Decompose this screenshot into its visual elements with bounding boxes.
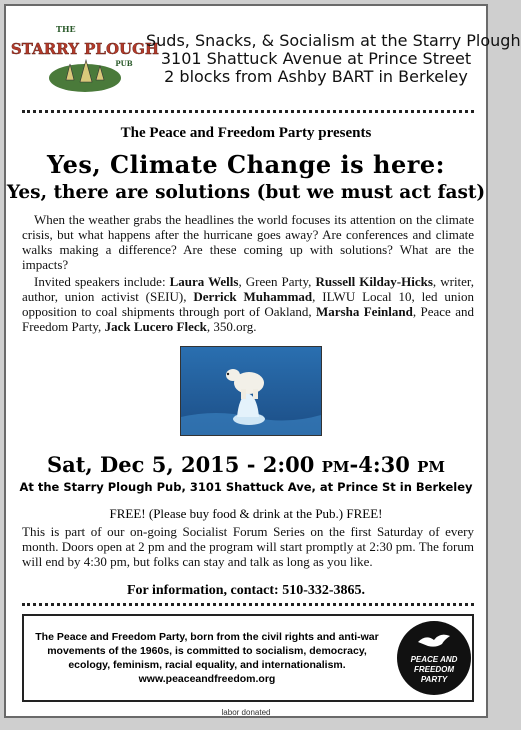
speaker-name: Derrick Muhammad: [193, 289, 313, 304]
event-location: At the Starry Plough Pub, 3101 Shattuck Ave, at Prince St in Berkeley: [19, 480, 473, 494]
speaker-desc: , Green Party,: [238, 274, 316, 289]
speaker-name: Laura Wells: [169, 274, 239, 289]
party-description: [32, 630, 382, 686]
speaker-name: Jack Lucero Fleck: [104, 319, 207, 334]
speakers-lead: Invited speakers include:: [34, 274, 166, 289]
dotted-divider: [22, 110, 474, 113]
pfp-logo-line2: FREEDOM: [414, 665, 454, 674]
event-pm-2: PM: [417, 458, 446, 476]
peace-freedom-party-logo: [396, 620, 472, 696]
free-note: FREE! (Please buy food & drink at the Pub.) FREE!: [109, 506, 383, 521]
event-date-mid: -4:30: [349, 452, 418, 477]
speaker-desc: , Peace and Freedom Party,: [22, 304, 474, 334]
venue-info: [146, 31, 521, 86]
logo-line3: PUB: [115, 59, 133, 68]
speaker-name: Russell Kilday-Hicks: [315, 274, 433, 289]
speakers-paragraph: [22, 274, 474, 334]
speaker-name: Marsha Feinland: [316, 304, 413, 319]
speaker-desc: , ILWU Local 10, led union opposition to coal shipments through port of Oakland,: [22, 289, 474, 319]
party-line2: movements of the 1960s, is committed to socialism, democracy,: [47, 645, 367, 657]
venue-line3: 2 blocks from Ashby BART in Berkeley: [164, 67, 468, 86]
pfp-logo-line1: PEACE AND: [410, 655, 458, 664]
footer-note: labor donated: [221, 708, 271, 717]
logo-line1: THE: [56, 24, 76, 34]
series-paragraph: This is part of our on-going Socialist Forum Series on the first Saturday of every month. Doors open at 2 pm and the program will start promptly at 2:30 pm. The forum will end by 4:30 pm, but folks can stay and talk as long as you like.: [22, 524, 474, 569]
headline-2: Yes, there are solutions (but we must act fast): [6, 182, 486, 203]
polar-bear-photo: [180, 346, 322, 436]
headline-1: Yes, Climate Change is here:: [47, 150, 445, 179]
intro-paragraph: When the weather grabs the headlines the world focuses its attention on the climate crisis, but what happens after the hurricane goes away? Are conferences and climate walks making a difference? Are these coming up with solutions? What are the impacts?: [22, 212, 474, 272]
flyer: [4, 4, 521, 718]
party-line1: The Peace and Freedom Party, born from the civil rights and anti-war: [35, 631, 379, 643]
speaker-desc: , 350.org.: [206, 319, 257, 334]
presents-line: The Peace and Freedom Party presents: [120, 125, 372, 141]
event-date-main: Sat, Dec 5, 2015 - 2:00: [46, 452, 322, 477]
venue-line1: Suds, Snacks, & Socialism at the Starry Plough: [146, 31, 521, 50]
header: [6, 6, 521, 101]
dotted-divider: [22, 603, 474, 606]
event-date: [6, 452, 486, 477]
party-website: www.peaceandfreedom.org: [138, 673, 276, 685]
logo-line2: STARRY PLOUGH: [10, 40, 160, 58]
party-line3: ecology, feminism, racial equality, and internationalism.: [68, 659, 346, 671]
event-pm-1: PM: [321, 458, 350, 476]
pfp-logo-line3: PARTY: [420, 675, 448, 684]
contact-line: For information, contact: 510-332-3865.: [126, 583, 366, 598]
starry-plough-logo: [10, 20, 160, 100]
venue-line2: 3101 Shattuck Avenue at Prince Street: [160, 49, 472, 68]
speaker-desc: , writer, author, union activist (SEIU),: [22, 274, 474, 304]
party-info-box: [22, 614, 474, 702]
